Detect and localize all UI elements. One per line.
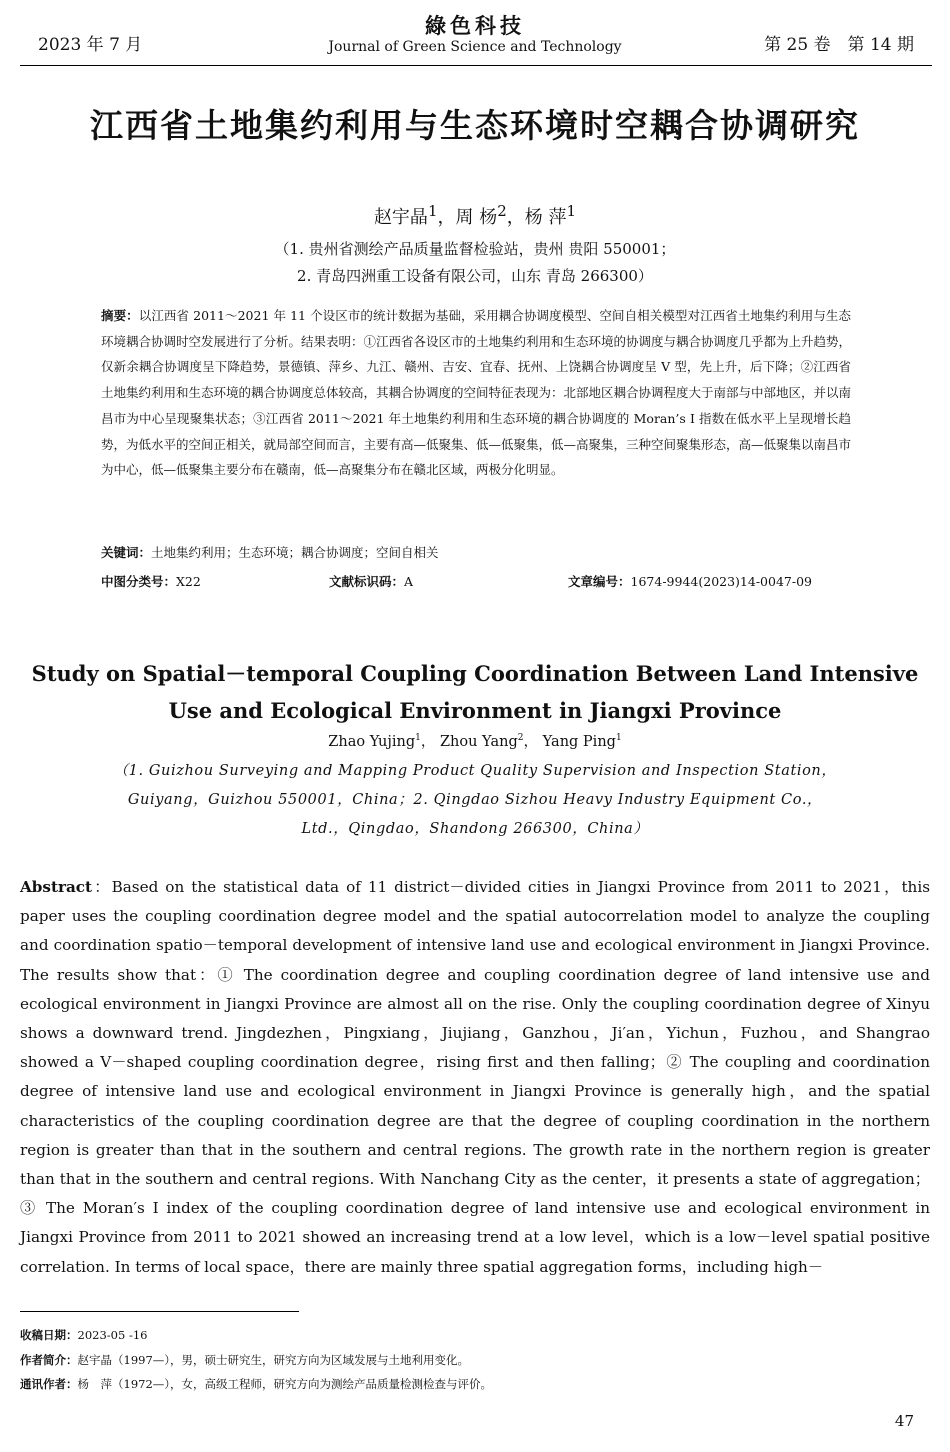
footnote-text: 2023-05 -16 xyxy=(77,1328,148,1342)
affiliation-en-line: Ltd.，Qingdao，Shandong 266300，China） xyxy=(301,821,649,837)
abstract-en-label: Abstract xyxy=(20,878,93,896)
keywords-text: 土地集约利用；生态环境；耦合协调度；空间自相关 xyxy=(151,545,439,560)
author-name: 赵宇晶 xyxy=(373,207,428,228)
paper-title-en: Study on Spatial－temporal Coupling Coordination Between Land Intensive Use and Ecological Environment in Jiangxi Province xyxy=(31,661,919,723)
footnote-text: 赵宇晶（1997—），男，硕士研究生，研究方向为区域发展与土地利用变化。 xyxy=(77,1353,470,1367)
header-date: 2023 年 7 月 xyxy=(38,35,143,55)
footnote-label: 作者简介： xyxy=(20,1353,78,1367)
keywords-cn xyxy=(101,543,439,561)
footnote-corresponding-author xyxy=(20,1376,492,1392)
abstract-cn-text: 以江西省 2011～2021 年 11 个设区市的统计数据为基础，采用耦合协调度模型、空间自相关模型对江西省土地集约利用与生态环境耦合协调时空发展进行了分析。结果表明：①江西省各设区市的土地集约利用和生态环境的协调度与耦合协调度几乎都为上升趋势，仅新余耦合协调度呈下降趋势，景德镇、萍乡、九江、赣州、吉安、宜春、抚州、上饶耦合协调度呈 V 型，先上升，后下降；②江西省土地集约利用和生态环境的耦合协调度总体较高，其耦合协调度的空间特征表现为：北部地区耦合协调程度大于南部与中部地区，并以南昌市为中心呈现聚集状态；③江西省 2011～2021 年土地集约利用和生态环境的耦合协调度的 Moran’s I 指数在低水平上呈现增长趋势，为低水平的空间正相关，就局部空间而言，主要有高—低聚集、低—低聚集，低—高聚集，三种空间聚集形态，高—低聚集以南昌市为中心，低—低聚集主要分布在赣南，低—高聚集分布在赣北区域，两极分化明显。 xyxy=(101,308,852,478)
keywords-label: 关键词： xyxy=(101,545,152,560)
affiliation-en-line: Guiyang，Guizhou 550001，China；2. Qingdao Sizhou Heavy Industry Equipment Co.， xyxy=(127,792,823,808)
author-list-cn xyxy=(0,202,950,229)
footnote-text: 杨 萍（1972—），女，高级工程师，研究方向为测绘产品质量检测检查与评价。 xyxy=(77,1377,493,1391)
article-number-label: 文章编号： xyxy=(568,574,631,589)
author-sup: 1 xyxy=(427,202,438,220)
footnote-label: 收稿日期： xyxy=(20,1328,78,1342)
header-volume-issue: 第 25 卷 第 14 期 xyxy=(764,35,914,55)
abstract-cn-label: 摘要： xyxy=(101,308,139,323)
clc-value: X22 xyxy=(176,574,201,589)
author-name-en: ， Zhou Yang xyxy=(420,734,518,750)
abstract-en-text: ：Based on the statistical data of 11 district－divided cities in Jiangxi Province from 2011 to 2021，this paper uses the coupling coordination degree model and the spatial autocorrelation model to analyze the coupling and coordination spatio－temporal development of intensive land use and ecological environment in Jiangxi Province. The results show that：① The coordination degree and coupling coordination degree of land intensive use and ecological environment in Jiangxi Province are almost all on the rise. Only the coupling coordination degree of Xinyu shows a downward trend. Jingdezhen，Pingxiang，Jiujiang，Ganzhou，Ji′an，Yichun，Fuzhou，and Shangrao showed a V－shaped coupling coordination degree，rising first and then falling；② The coupling and coordination degree of intensive land use and ecological environment in Jiangxi Province is generally high，and the spatial characteristics of the coupling coordination degree are that the degree of coupling coordination in the northern region is greater than that in the southern and central regions. The growth rate in the northern region is greater than that in the southern and central regions. With Nanchang City as the center，it presents a state of aggregation；③ The Moran′s I index of the coupling coordination degree of land intensive use and ecological environment in Jiangxi Province from 2011 to 2021 showed an increasing trend at a low level，which is a low－level spatial positive correlation. In terms of local space，there are mainly three spatial aggregation forms，including high－ xyxy=(20,878,930,1276)
doc-code-label: 文献标识码： xyxy=(329,574,405,589)
header-divider xyxy=(20,65,932,66)
abstract-cn xyxy=(101,303,851,483)
affiliation-cn-line: （1. 贵州省测绘产品质量监督检验站，贵州 贵阳 550001； xyxy=(274,240,676,258)
author-sup: 1 xyxy=(615,733,622,744)
author-list-en xyxy=(0,730,950,751)
author-sup: 2 xyxy=(497,202,507,220)
clc-label: 中图分类号： xyxy=(101,574,177,589)
author-sup: 1 xyxy=(415,733,421,744)
footnote-author-bio xyxy=(20,1352,469,1368)
clc-number xyxy=(101,572,201,590)
affiliation-cn-line: 2. 青岛四洲重工设备有限公司，山东 青岛 266300） xyxy=(297,267,653,285)
doc-code-value: A xyxy=(404,574,414,589)
author-name-en: Zhao Yujing xyxy=(328,734,416,750)
author-sup: 1 xyxy=(566,202,577,220)
author-name: ，杨 萍 xyxy=(506,207,567,228)
journal-title-en: Journal of Green Science and Technology xyxy=(328,39,622,55)
journal-title-cn: 綠色科技 xyxy=(425,13,525,38)
article-number xyxy=(568,572,812,590)
footnote-divider xyxy=(20,1311,299,1312)
affiliation-en-line: （1. Guizhou Surveying and Mapping Product Quality Supervision and Inspection Station， xyxy=(113,763,837,779)
article-number-value: 1674-9944(2023)14-0047-09 xyxy=(630,574,812,589)
footnote-received xyxy=(20,1327,147,1343)
document-code xyxy=(329,572,413,590)
author-sup: 2 xyxy=(517,733,524,744)
page-number: 47 xyxy=(894,1412,914,1430)
author-name: ，周 杨 xyxy=(437,207,498,228)
footnote-label: 通讯作者： xyxy=(20,1377,78,1391)
abstract-en xyxy=(20,873,930,1282)
author-name-en: ， Yang Ping xyxy=(523,734,616,750)
paper-title-cn: 江西省土地集约利用与生态环境时空耦合协调研究 xyxy=(90,106,860,145)
